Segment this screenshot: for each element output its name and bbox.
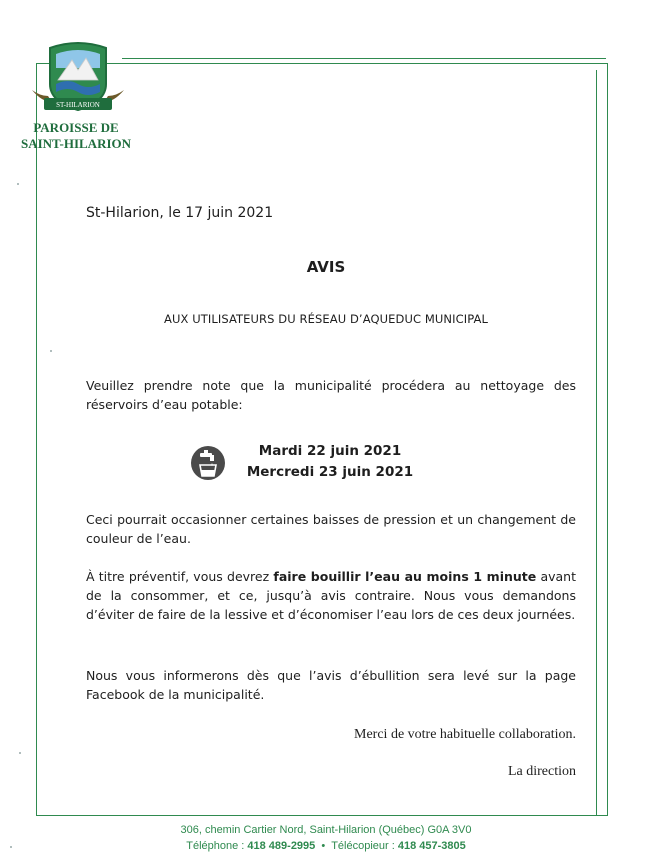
crest-logo	[28, 40, 128, 118]
paragraph-intro: Veuillez prendre note que la municipalité procédera au nettoyage des réservoirs d’eau potable:	[86, 378, 576, 412]
date-tuesday: Mardi 22 juin 2021	[258, 443, 402, 459]
border-top-rule	[122, 58, 606, 59]
boil-advisory-lead: À titre préventif, vous devrez	[86, 569, 274, 584]
scan-speck	[10, 846, 12, 848]
org-name-line2: SAINT-HILARION	[20, 136, 132, 151]
dateline: St-Hilarion, le 17 juin 2021	[86, 205, 274, 221]
border-right-rule	[596, 70, 597, 815]
phone-label: Téléphone :	[186, 840, 248, 852]
boil-advisory-rest: avant de la consommer, et ce, jusqu’à avis contraire. Nous vous demandons d’éviter de faire de la lessive et d’économiser l’eau lors de ces deux journées.	[86, 569, 577, 622]
org-name-line1: PAROISSE DE	[33, 120, 119, 135]
phone-number: 418 489-2995	[247, 840, 316, 852]
organization-name	[0, 120, 152, 152]
signature: La direction	[507, 764, 576, 779]
crest-ribbon-text: ST-HILARION	[56, 101, 100, 109]
cleaning-dates	[240, 441, 420, 483]
footer-address: 306, chemin Cartier Nord, Saint-Hilarion (Québec) G0A 3V0	[180, 824, 472, 836]
notice-subtitle: AUX UTILISATEURS DU RÉSEAU D’AQUEDUC MUNICIPAL	[164, 312, 488, 326]
footer-contact	[0, 840, 652, 852]
scan-speck	[50, 350, 52, 352]
paragraph-boil-advisory	[86, 567, 576, 624]
scan-speck	[17, 183, 19, 185]
fax-number: 418 457-3805	[397, 840, 466, 852]
contact-separator: •	[315, 840, 332, 852]
scan-speck	[19, 752, 21, 754]
fax-label: Télécopieur :	[331, 840, 398, 852]
date-wednesday: Mercredi 23 juin 2021	[246, 464, 414, 480]
water-tap-icon	[190, 445, 226, 481]
paragraph-pressure: Ceci pourrait occasionner certaines baisses de pression et un changement de couleur de l’eau.	[86, 512, 576, 546]
paragraph-followup: Nous vous informerons dès que l’avis d’ébullition sera levé sur la page Facebook de la municipalité.	[86, 668, 576, 702]
notice-title: AVIS	[306, 258, 346, 276]
closing-thanks: Merci de votre habituelle collaboration.	[354, 727, 576, 742]
boil-advisory-emphasis: faire bouillir l’eau au moins 1 minute	[273, 569, 537, 584]
